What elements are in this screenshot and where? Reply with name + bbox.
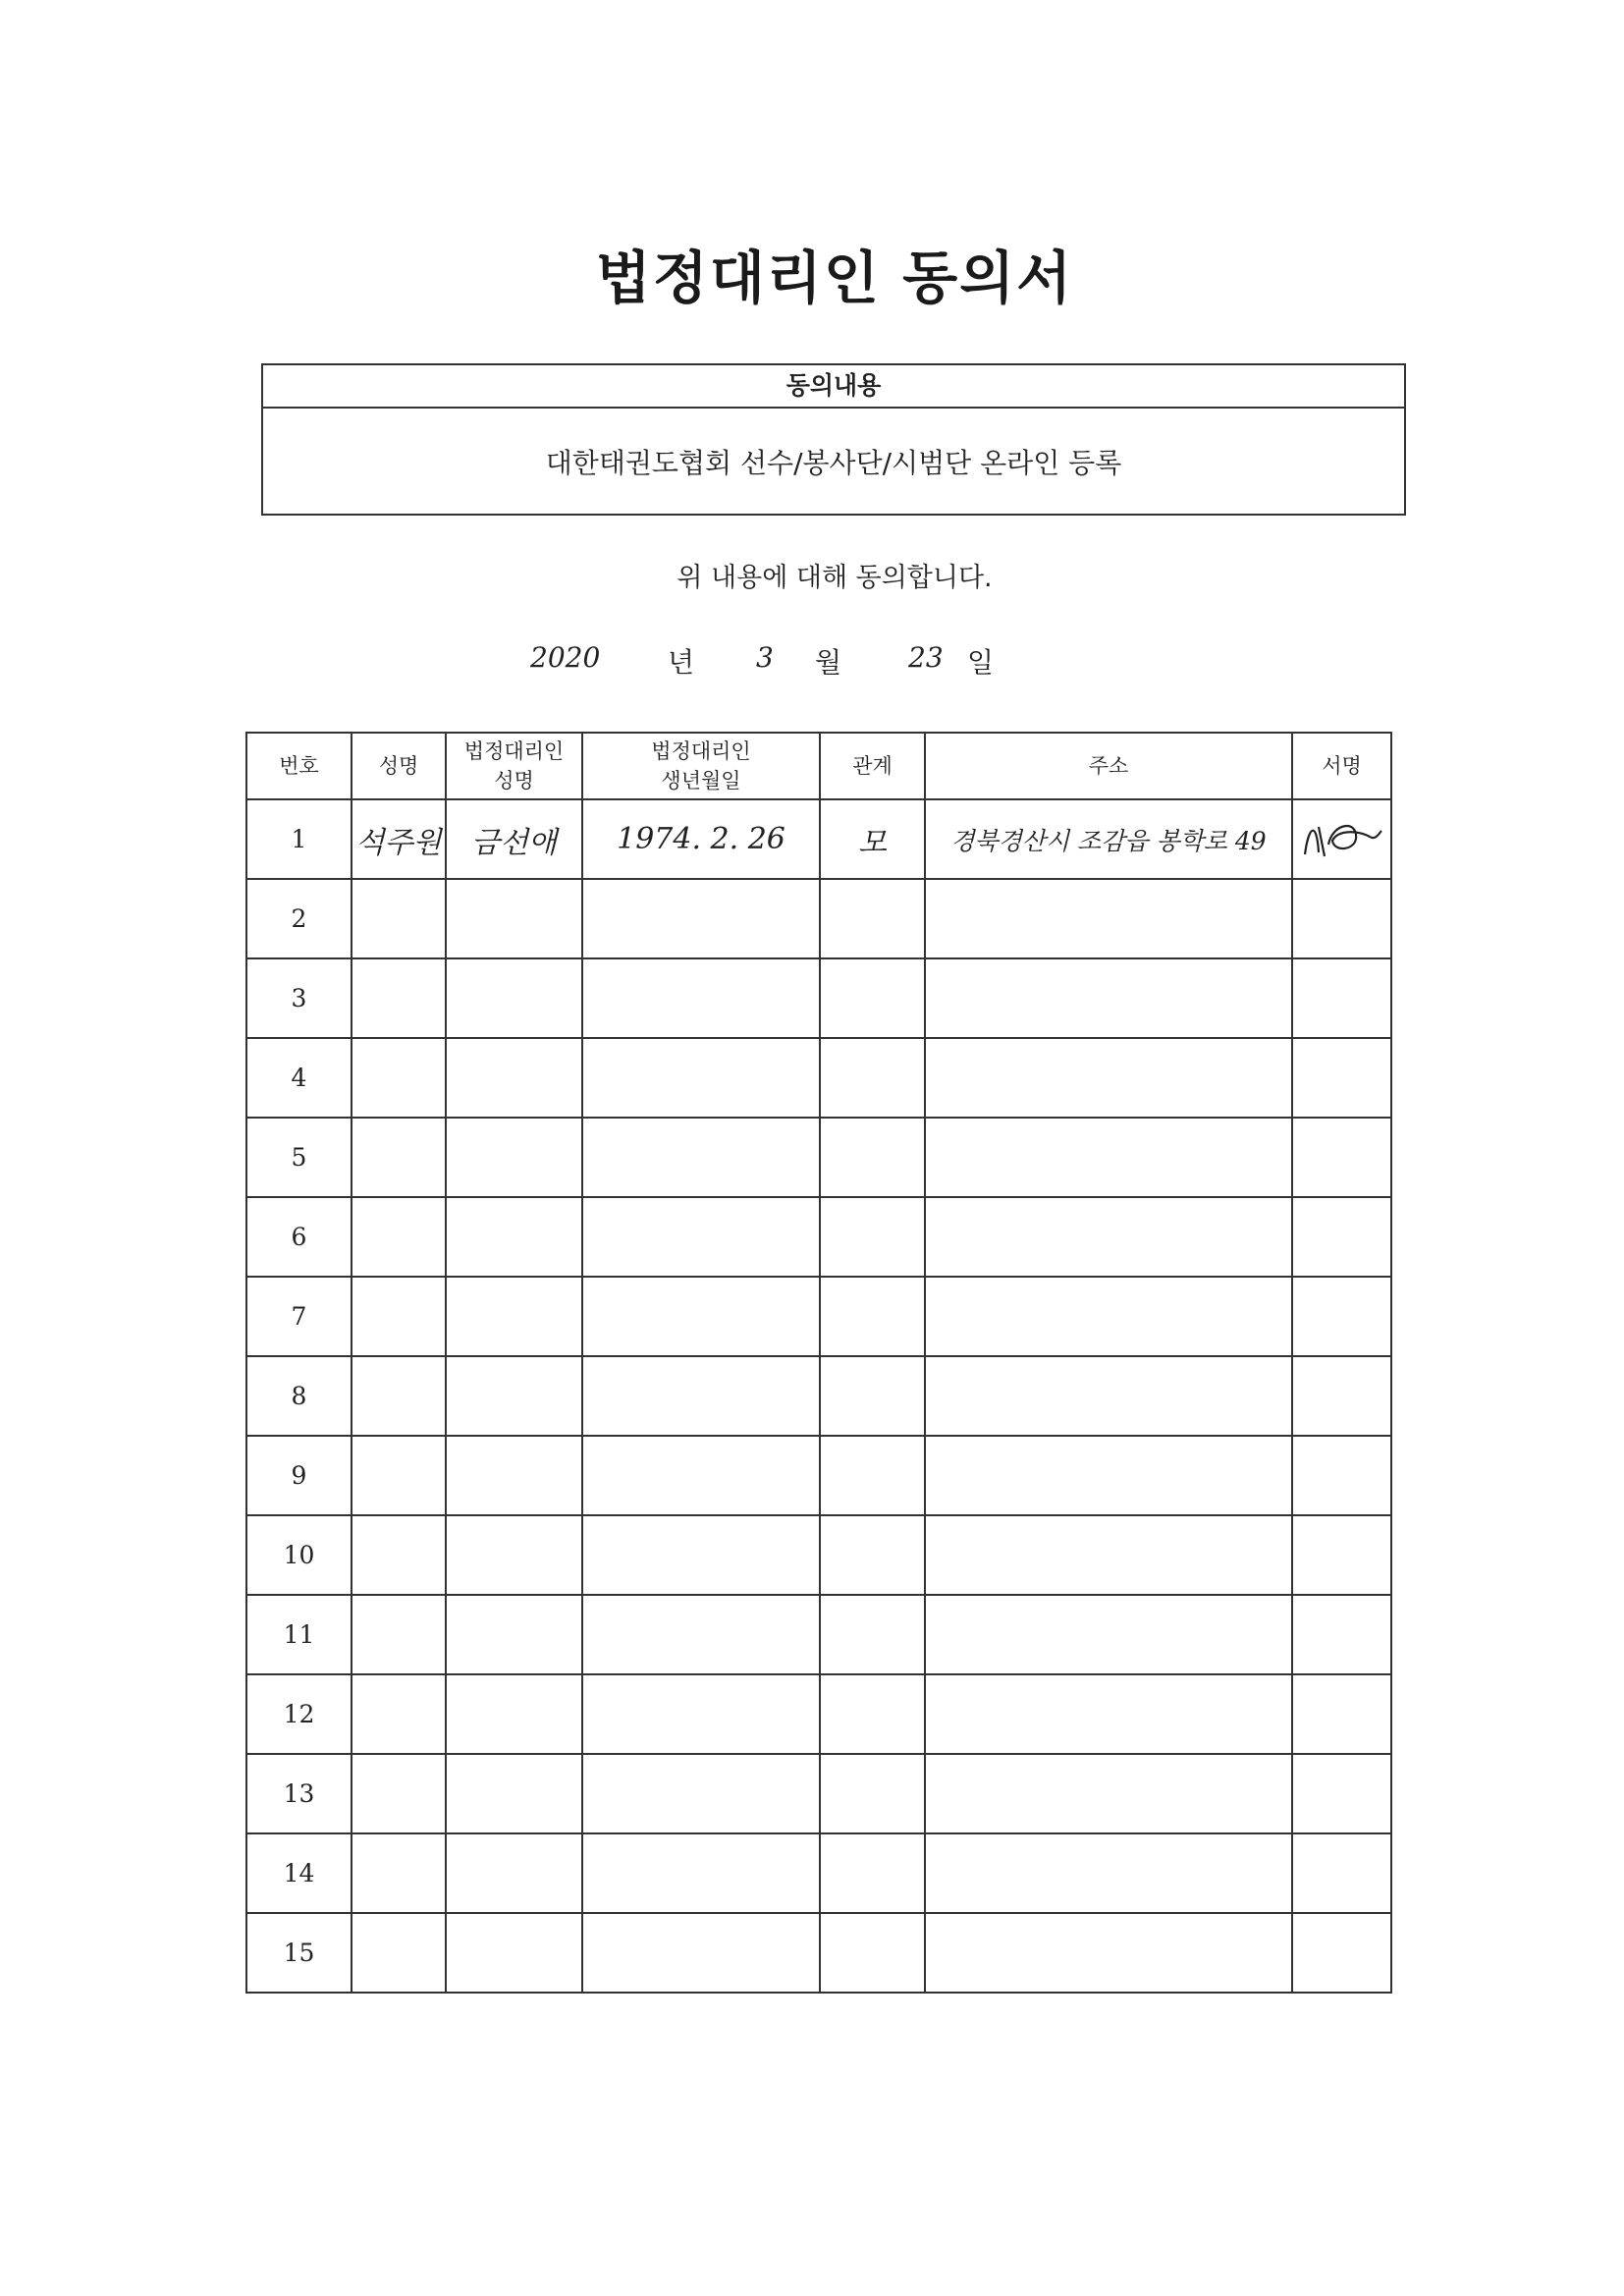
cell-guardian-name	[446, 1436, 582, 1515]
cell-relation	[820, 1515, 925, 1595]
cell-name	[352, 1118, 446, 1197]
cell-no: 15	[246, 1913, 352, 1993]
cell-relation	[820, 1754, 925, 1833]
table-row	[246, 1356, 1391, 1436]
cell-guardian-name	[446, 879, 582, 958]
table-row	[246, 1595, 1391, 1674]
cell-address	[925, 1277, 1292, 1356]
cell-name	[352, 1674, 446, 1754]
cell-address: 경북경산시 조감읍 봉학로 49	[925, 799, 1292, 879]
cell-signature	[1292, 958, 1391, 1038]
cell-relation	[820, 1356, 925, 1436]
table-row	[246, 799, 1391, 879]
table-row	[246, 1118, 1391, 1197]
table-row	[246, 1436, 1391, 1515]
cell-address	[925, 1038, 1292, 1118]
cell-no: 12	[246, 1674, 352, 1754]
date-day-label: 일	[967, 646, 995, 679]
cell-guardian-birth	[582, 958, 820, 1038]
cell-name	[352, 1277, 446, 1356]
cell-no: 8	[246, 1356, 352, 1436]
cell-address	[925, 958, 1292, 1038]
cell-name	[352, 1436, 446, 1515]
cell-no: 10	[246, 1515, 352, 1595]
cell-guardian-name: 금선애	[446, 799, 582, 879]
table-row	[246, 1515, 1391, 1595]
date-month: 3	[756, 641, 774, 674]
cell-address	[925, 1436, 1292, 1515]
header-guardian-birth: 법정대리인 생년월일	[582, 733, 820, 799]
header-no: 번호	[246, 733, 352, 799]
cell-no: 5	[246, 1118, 352, 1197]
cell-address	[925, 1515, 1292, 1595]
cell-signature	[1292, 1913, 1391, 1993]
cell-name	[352, 1754, 446, 1833]
cell-guardian-birth	[582, 1674, 820, 1754]
cell-guardian-name	[446, 1277, 582, 1356]
cell-relation	[820, 958, 925, 1038]
table-row	[246, 1833, 1391, 1913]
cell-guardian-name	[446, 1595, 582, 1674]
cell-relation	[820, 1674, 925, 1754]
table-row	[246, 1197, 1391, 1277]
registration-table-wrap	[245, 732, 1392, 1994]
cell-address	[925, 1754, 1292, 1833]
cell-guardian-name	[446, 1833, 582, 1913]
cell-guardian-birth	[582, 1356, 820, 1436]
cell-no: 3	[246, 958, 352, 1038]
cell-guardian-name	[446, 1197, 582, 1277]
cell-guardian-birth	[582, 1436, 820, 1515]
cell-signature	[1292, 1356, 1391, 1436]
cell-guardian-birth	[582, 1038, 820, 1118]
cell-guardian-name	[446, 1515, 582, 1595]
consent-header: 동의내용	[263, 365, 1404, 409]
cell-guardian-birth	[582, 1833, 820, 1913]
cell-relation	[820, 1197, 925, 1277]
cell-guardian-name	[446, 958, 582, 1038]
cell-guardian-birth	[582, 1118, 820, 1197]
cell-relation	[820, 1913, 925, 1993]
cell-name	[352, 958, 446, 1038]
cell-guardian-birth	[582, 1754, 820, 1833]
cell-relation	[820, 1595, 925, 1674]
cell-name	[352, 1197, 446, 1277]
cell-no: 13	[246, 1754, 352, 1833]
cell-guardian-birth: 1974. 2. 26	[582, 799, 820, 879]
table-row	[246, 1754, 1391, 1833]
cell-guardian-name	[446, 1038, 582, 1118]
table-row	[246, 1277, 1391, 1356]
cell-signature	[1292, 1277, 1391, 1356]
table-row	[246, 958, 1391, 1038]
cell-relation	[820, 1436, 925, 1515]
cell-no: 6	[246, 1197, 352, 1277]
cell-no: 11	[246, 1595, 352, 1674]
cell-relation	[820, 1118, 925, 1197]
table-row	[246, 1913, 1391, 1993]
cell-name: 석주원	[352, 799, 446, 879]
cell-signature	[1292, 1038, 1391, 1118]
cell-signature	[1292, 1197, 1391, 1277]
header-name: 성명	[352, 733, 446, 799]
cell-no: 1	[246, 799, 352, 879]
cell-address	[925, 1118, 1292, 1197]
cell-name	[352, 1913, 446, 1993]
cell-name	[352, 1515, 446, 1595]
table-row	[246, 1674, 1391, 1754]
cell-relation: 모	[820, 799, 925, 879]
cell-address	[925, 1913, 1292, 1993]
cell-guardian-name	[446, 1356, 582, 1436]
cell-address	[925, 879, 1292, 958]
cell-no: 9	[246, 1436, 352, 1515]
cell-no: 2	[246, 879, 352, 958]
cell-name	[352, 879, 446, 958]
cell-address	[925, 1356, 1292, 1436]
cell-guardian-name	[446, 1913, 582, 1993]
cell-relation	[820, 1833, 925, 1913]
document-title: 법정대리인 동의서	[595, 245, 1074, 311]
cell-name	[352, 1833, 446, 1913]
date-day: 23	[908, 641, 944, 674]
cell-signature	[1292, 1754, 1391, 1833]
cell-name	[352, 1038, 446, 1118]
cell-address	[925, 1833, 1292, 1913]
consent-box	[261, 363, 1406, 516]
cell-address	[925, 1595, 1292, 1674]
registration-table	[245, 732, 1392, 1994]
date-year-label: 년	[668, 646, 695, 679]
cell-address	[925, 1674, 1292, 1754]
cell-no: 7	[246, 1277, 352, 1356]
cell-signature	[1292, 1674, 1391, 1754]
date-line	[530, 633, 1119, 692]
header-guardian-name: 법정대리인 성명	[446, 733, 582, 799]
cell-guardian-birth	[582, 1277, 820, 1356]
cell-address	[925, 1197, 1292, 1277]
cell-guardian-name	[446, 1674, 582, 1754]
header-address: 주소	[925, 733, 1292, 799]
date-month-label: 월	[815, 646, 842, 679]
table-body	[246, 799, 1391, 1993]
cell-guardian-name	[446, 1118, 582, 1197]
cell-signature	[1292, 799, 1391, 879]
cell-guardian-birth	[582, 1197, 820, 1277]
cell-guardian-name	[446, 1754, 582, 1833]
cell-signature	[1292, 1833, 1391, 1913]
cell-relation	[820, 879, 925, 958]
cell-guardian-birth	[582, 1515, 820, 1595]
cell-signature	[1292, 1515, 1391, 1595]
cell-signature	[1292, 1595, 1391, 1674]
header-signature: 서명	[1292, 733, 1391, 799]
consent-text: 대한태권도협회 선수/봉사단/시범단 온라인 등록	[545, 447, 1122, 479]
cell-no: 4	[246, 1038, 352, 1118]
date-year: 2020	[530, 641, 601, 674]
table-row	[246, 1038, 1391, 1118]
table-header-row	[246, 733, 1391, 799]
handwritten-signature	[1299, 815, 1385, 864]
cell-no: 14	[246, 1833, 352, 1913]
table-row	[246, 879, 1391, 958]
cell-guardian-birth	[582, 1595, 820, 1674]
cell-guardian-birth	[582, 879, 820, 958]
cell-guardian-birth	[582, 1913, 820, 1993]
cell-relation	[820, 1277, 925, 1356]
cell-signature	[1292, 1118, 1391, 1197]
agree-text: 위 내용에 대해 동의합니다.	[677, 563, 993, 593]
cell-name	[352, 1595, 446, 1674]
cell-signature	[1292, 879, 1391, 958]
cell-signature	[1292, 1436, 1391, 1515]
header-relation: 관계	[820, 733, 925, 799]
cell-relation	[820, 1038, 925, 1118]
cell-name	[352, 1356, 446, 1436]
